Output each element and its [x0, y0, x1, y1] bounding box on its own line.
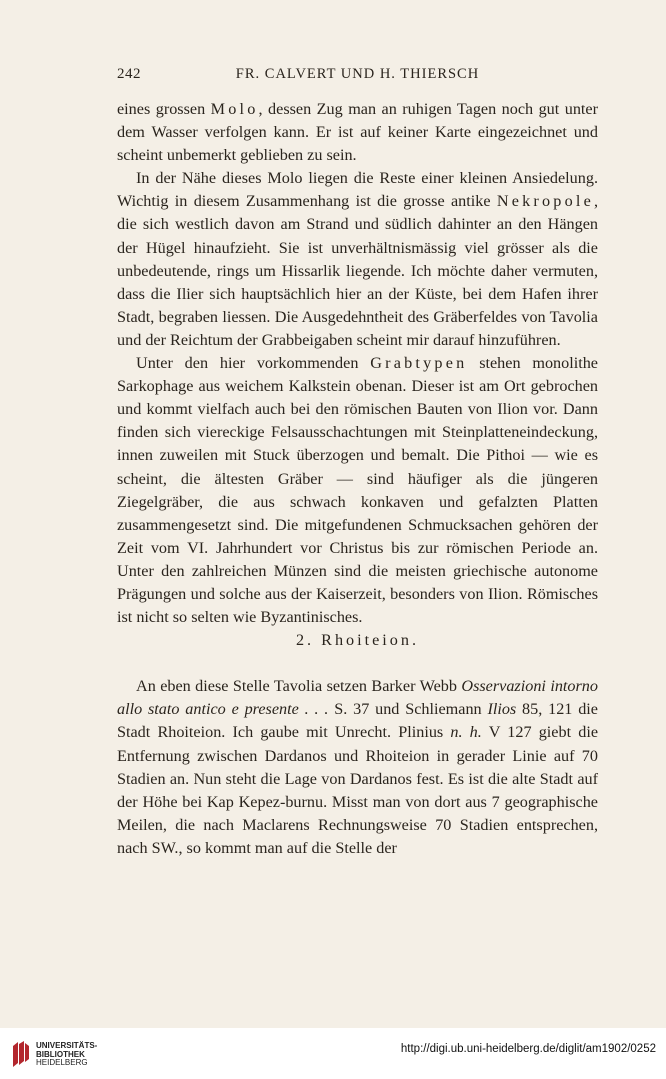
section-gap — [117, 652, 598, 675]
text-run: eines grossen — [117, 100, 211, 118]
text-run: Unter den hier vorkommenden — [136, 354, 371, 373]
spaced-term: Grabtypen — [370, 354, 468, 373]
section-heading: 2. Rhoiteion. — [295, 631, 420, 650]
text-run: In der Nähe dieses Molo liegen die Reste einer kleinen Ansiedelung. Wichtig in diesem Zusammenhang ist die grosse antike — [117, 169, 598, 211]
text-run: S. 37 und Schliemann — [328, 700, 488, 719]
text-run: 85, 121 die Stadt Rhoiteion. Ich gaube mit Unrecht. Plinius — [117, 700, 598, 742]
permalink-url[interactable]: http://digi.ub.uni-heidelberg.de/diglit/am1902/0252 — [400, 1043, 656, 1055]
text-run: An eben diese Stelle Tavolia setzen Barker Webb — [136, 677, 462, 696]
paragraph-2 — [117, 167, 598, 352]
spaced-term: Molo — [210, 100, 259, 118]
running-title: FR. CALVERT UND H. THIERSCH — [235, 66, 480, 82]
library-name — [36, 1042, 97, 1068]
text-run: , die sich westlich davon am Strand und südlich dahinter an den Hängen der Hügel hinaufzieht. Sie ist unverhältnismässig viel grösser als die unbedeutende, rings um Hissarlik liegende. Ich möchte daher vermuten, dass die Ilier sich hauptsächlich hier an der Küste, bei dem Hafen ihrer Stadt, begraben liessen. Die Ausgedehntheit des Gräberfeldes von Tavolia und der Reichtum der Grabbeigaben scheint mir darauf hinzuführen. — [117, 192, 598, 349]
paragraph-3 — [117, 352, 598, 629]
italic-title: Osservazioni intorno allo stato antico e presente . . . — [117, 677, 598, 719]
italic-abbreviation: n. h. — [450, 723, 482, 742]
text-run: , dessen Zug man an ruhigen Tagen noch gut unter dem Wasser verfolgen kann. Er ist auf keiner Karte eingezeichnet und scheint unbemerkt geblieben zu sein. — [117, 100, 598, 165]
body-text — [117, 98, 598, 860]
library-name-line: BIBLIOTHEK — [36, 1049, 85, 1059]
paragraph-4 — [117, 675, 598, 860]
footer-bar — [0, 1028, 666, 1079]
page-header — [117, 66, 598, 88]
text-run: stehen monolithe Sarkophage aus weichem Kalkstein obenan. Dieser ist am Ort gebrochen und kommt vielfach auch bei den römischen Bauten von Ilion vor. Dann finden sich viereckige Felsausschachtungen mit Steinplatteneindeckung, innen zuweilen mit Stuck überzogen und bemalt. Die Pithoi — wie es scheint, die ältesten Gräber — sind häufiger als die jüngeren Ziegelgräber, die aus schwach konkaven und gefalzten Platten zusammengesetzt sind. Die mitgefundenen Schmucksachen gehören der Zeit vom VI. Jahrhundert vor Christus bis zur römischen Periode an. Unter den zahlreichen Münzen sind die meisten griechische autonome Prägungen und solche aus der Kaiserzeit, besonders von Ilion. Römisches ist nicht so selten wie Byzantinisches. — [117, 354, 598, 627]
paragraph-1 — [117, 98, 598, 167]
library-name-line: HEIDELBERG — [36, 1058, 88, 1067]
library-logo-icon — [10, 1040, 30, 1070]
page-number: 242 — [117, 66, 141, 82]
text-run: V 127 giebt die Entfernung zwischen Dardanos und Rhoiteion in gerader Linie auf 70 Stadien an. Nun steht die Lage von Dardanos fest. Es ist die alte Stadt auf der Höhe bei Kap Kepez-burnu. Misst man von dort aus 7 geographische Meilen, die nach Maclarens Rechnungsweise 70 Stadien entsprechen, nach SW., so kommt man auf die Stelle der — [117, 723, 599, 857]
italic-title: Ilios — [487, 700, 517, 719]
library-name-line: UNIVERSITÄTS- — [36, 1041, 98, 1050]
spaced-term: Nekropole — [496, 192, 594, 211]
